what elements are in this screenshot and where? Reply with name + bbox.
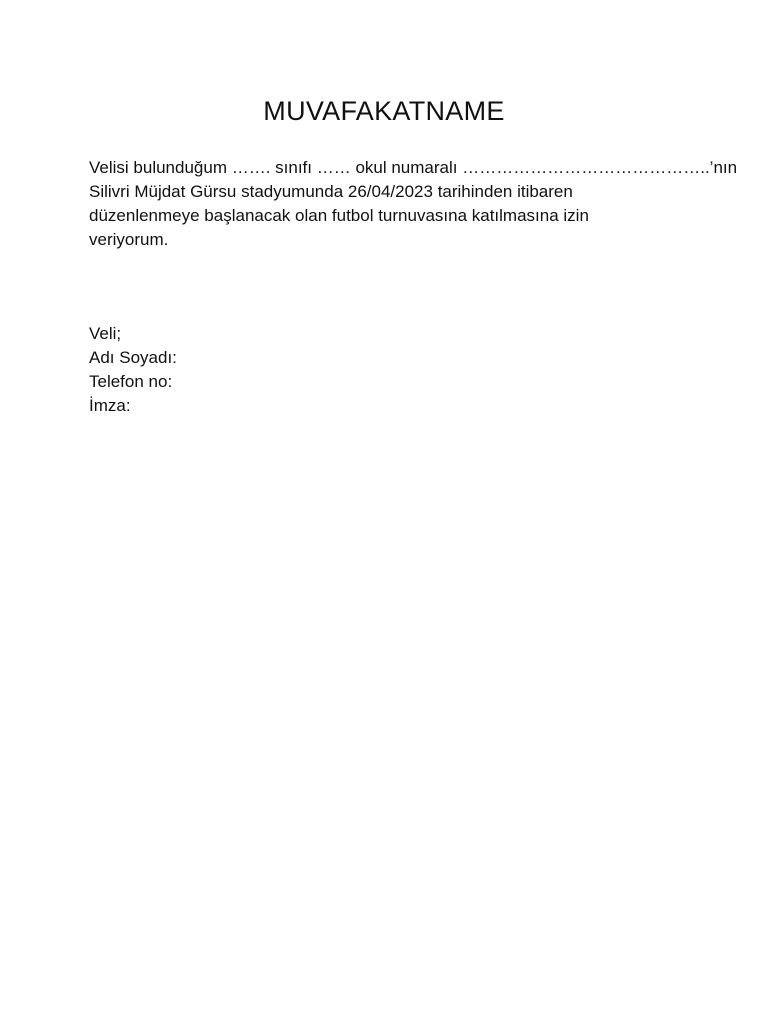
guardian-name-label: Adı Soyadı: bbox=[89, 348, 177, 367]
guardian-signature-block bbox=[89, 322, 489, 418]
guardian-signature-label: İmza: bbox=[89, 396, 131, 415]
guardian-phone-label: Telefon no: bbox=[89, 372, 173, 391]
paragraph-line-4: veriyorum. bbox=[89, 230, 169, 249]
consent-paragraph bbox=[89, 156, 738, 252]
document-title: MUVAFAKATNAME bbox=[263, 96, 505, 126]
guardian-heading: Veli; bbox=[89, 324, 122, 343]
paragraph-line-1: Velisi bulunduğum ……. sınıfı …… okul numaralı ……………………………………..’nın bbox=[89, 158, 738, 177]
paragraph-line-3: düzenlenmeye başlanacak olan futbol turnuvasına katılmasına izin bbox=[89, 206, 589, 225]
paragraph-line-2: Silivri Müjdat Gürsu stadyumunda 26/04/2023 tarihinden itibaren bbox=[89, 182, 573, 201]
